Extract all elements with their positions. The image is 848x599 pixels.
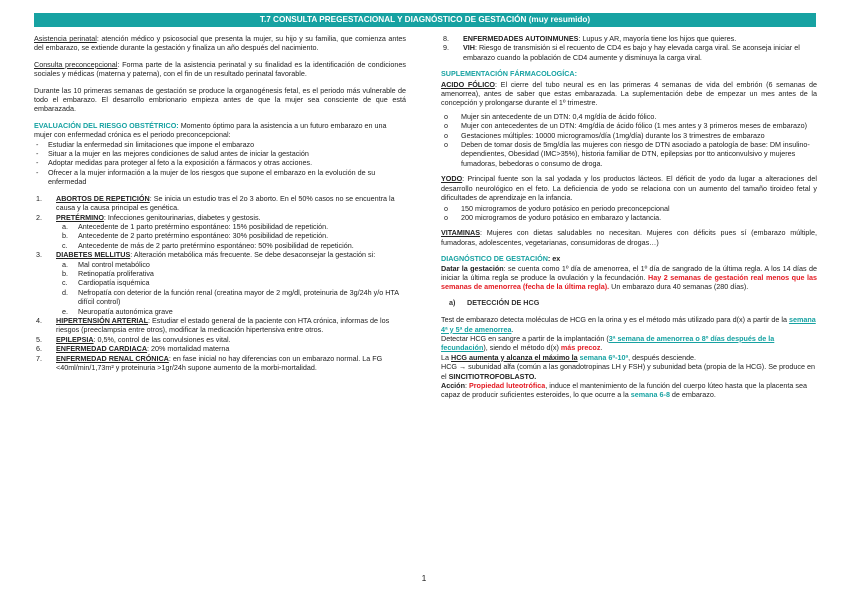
list-item: o Mujer sin antecedente de un DTN: 0,4 mg/día de ácido fólico. [441,112,817,121]
list-item: 3. DIABETES MELLITUS: Alteración metabólica más frecuente. Se debe desaconsejar la gestación si: a. Mal control metabólico b. Retinopatía proliferativa c. Cardiopatía isquémica d. Nefropatía con deterior de la función renal (creatina mayor de 2 mg/dl, proteinuria de 3g/24h y/o HTA difícil control) e. Neuropatía autonómica grave [34,250,406,316]
diabetes-sublist [56,260,406,316]
asistencia-paragraph: Asistencia perinatal: atención médico y psicosocial que presenta la mujer, su hijo y su familia, que comienza antes del embarazo, se extiende durante la gestación y finaliza un año después del nacimiento. [34,34,406,53]
preterm-sublist [56,222,406,250]
list-item: 4. HIPERTENSIÓN ARTERIAL: Estudiar el estado general de la paciente con HTA crónica, informas de los riesgos (preeclampsia entre otros), modificar la medicación hipertensiva entre otros. [36,315,390,335]
consulta-paragraph: Consulta preconcepcional: Forma parte de la asistencia perinatal y su finalidad es la identificación de condiciones sociales y médicas (materna y paterna), con el fin de un resultado perinatal favorable. [34,59,406,79]
suplementacion-heading: SUPLEMENTACIÓN FÁRMACOLOGÍCA: [441,69,578,79]
list-item: o 150 microgramos de yoduro potásico en periodo preconcepcional [441,204,817,213]
list-item: 8. ENFERMEDADES AUTOINMUNES: Lupus y AR, mayoría tiene los hijos que quieres. [443,34,737,43]
list-item: c. Antecedente de más de 2 parto pretérmino espontáneo: 50% posibilidad de repetición. [62,240,354,250]
consulta-label: Consulta preconcepcional [34,59,118,69]
list-item: o Mujer con antecedentes de un DTN: 4mg/día de ácido fólico (1 mes antes y 3 primeros meses de embarazo) [441,121,817,130]
left-column [34,34,406,376]
yodo-list [441,204,817,223]
list-item: d. Nefropatía con deterior de la función renal (creatina mayor de 2 mg/dl, proteinuria de 3g/24h y/o HTA difícil control) [62,287,399,307]
list-item: c. Cardiopatía isquémica [62,278,150,288]
diagnostico-heading: DIAGNÓSTICO DE GESTACIÓN: ex [441,254,561,264]
list-item: o Gestaciones múltiples: 10000 microgramos/día (1mg/día) durante los 3 trimestres de embarazo [441,131,817,140]
evaluacion-list [34,140,406,187]
folico-list [441,112,817,168]
evaluacion-paragraph: EVALUACIÓN DEL RIESGO OBSTÉTRICO: Momento óptimo para la asistencia a un futuro embarazo en una mujer con enfermedad crónica es el periodo preconcepcional: [34,120,387,140]
vitaminas-label: VITAMINAS [441,228,480,238]
list-item: 7. ENFERMEDAD RENAL CRÓNICA: en fase inicial no hay diferencias con un embarazo normal. La FG <40ml/min/1,73m² y proteinuria >1gr/24h supone aumento de la morbi-mortalidad. [36,353,383,372]
yodo-label: YODO [441,174,463,184]
evaluacion-heading: EVALUACIÓN DEL RIESGO OBSTÉTRICO: [34,120,179,130]
list-item: 5. EPILEPSIA: 0,5%, control de las convulsiones es vital. [36,334,231,344]
page-number: 1 [421,573,427,583]
list-item: o Deben de tomar dosis de 5mg/día las mujeres con riesgo de DTN asociado a patología de base: DM insulino-dependientes, Obesidad (IMC>35%), historia familiar de DTN, epilepsias por tto anticonvulsivo y mujeres fumadoras, bebedoras o consumo de droga. [441,140,817,168]
list-item: - Adoptar medidas para proteger al feto a la exposición a fármacos y otras acciones. [34,158,406,167]
acido-paragraph: ACIDO FÓLICO: El cierre del tubo neural es en las primeras 4 semanas de vida del embrión (6 semanas de amenorrea), antes de saber que estas embarazada. La suplementación debe de empezar un mes antes de la concepción y prolongarse durante el 1º trimestre. [441,79,818,108]
vitaminas-paragraph: VITAMINAS: Mujeres con dietas saludables no necesitan. Mujeres con déficits pues sí (embarazo múltiple, fumadoras, adolescentes, vegetarianas, consumidoras de drogas…) [441,228,817,247]
list-item: a. Mal control metabólico [62,259,150,269]
detection-subheading: a) DETECCIÓN DE HCG [449,297,540,307]
hcg-line: La HCG aumenta y alcanza el máximo la semana 6ª-10ª, después desciende. [441,352,697,362]
list-item: - Estudiar la enfermedad sin limitaciones que impone el embarazo [34,140,406,149]
list-item: - Situar a la mujer en las mejores condiciones de salud antes de iniciar la gestación [34,149,406,158]
yodo-paragraph: YODO: Principal fuente son la sal yodada y los productos lácteos. El déficit de yodo da lugar a alteraciones del desarrollo neurológico en el feto. La deficiencia de yodo se relaciona con un aumento del tamaño tiroideo fetal y dificultades de aprendizaje en la infancia. [441,174,817,203]
detectar-line: Detectar HCG en sangre a partir de la implantación (3ª semana de amenorrea o 8º días después de la fecundación), siendo el método d(x) más precoz. [441,333,775,353]
datar-paragraph: Datar la gestación: se cuenta como 1º día de amenorrea, el 1º día de sangrado de la última regla. A los 14 días de iniciar la última regla se produce la ovulación y la fecundación. Hay 2 semanas de gestación real menos que las semanas de amenorrea (fecha de la última regla). Un embarazo dura 40 semanas (280 días). [441,263,818,292]
periodo-paragraph: Durante las 10 primeras semanas de gestación se produce la organogénesis fetal, es el periodo más vulnerable de todo el embarazo. El desarrollo embrionario empieza antes de que la mujer sea consciente de que está embarazada. [34,85,406,114]
list-item: o 200 microgramos de yoduro potásico en embarazo y lactancia. [441,213,817,222]
page-title: T.7 CONSULTA PREGESTACIONAL Y DIAGNÓSTICO DE GESTACIÓN (muy resumido) [34,13,816,27]
list-item: e. Neuropatía autonómica grave [62,306,173,316]
list-item: a. Antecedente de 1 parto pretérmino espontáneo: 15% posibilidad de repetición. [62,221,329,231]
acido-label: ACIDO FÓLICO [441,79,495,89]
hcg-subunit-line: HCG → subunidad alfa (común a las gonadotropinas LH y FSH) y subunidad beta (propia de la HCG). Se produce en el SINCITIOTROFOBLASTO. [441,362,815,381]
test-line: Test de embarazo detecta moléculas de HCG en la orina y es el método más utilizado para d(x) a partir de la semana 4ª y 5ª de amenorrea. [441,315,816,334]
list-item: 2. PRETÉRMINO: Infecciones genitourinarias, diabetes y gestosis. a. Antecedente de 1 parto pretérmino espontáneo: 15% posibilidad de repetición. b. Antecedente de 2 parto pretérmino espontáneo: 30% posibilidad de repetición. c. Antecedente de más de 2 parto pretérmino espontáneo: 50% posibilidad de repetición. [34,213,406,251]
risk-list-continued [441,34,817,62]
list-item: 9. VIH: Riesgo de transmisión si el recuento de CD4 es bajo y hay elevada carga viral. Se aconseja iniciar el embarazo cuando la población de CD4 aumente y disminuya la carga viral. [443,43,800,62]
list-item: 6. ENFERMEDAD CARDIACA: 20% mortalidad materna [36,344,230,354]
right-column [441,34,817,400]
asistencia-label: Asistencia perinatal [34,34,97,43]
list-item: b. Retinopatía proliferativa [62,268,154,278]
accion-line: Acción: Propiedad luteotrófica, induce el mantenimiento de la función del cuerpo lúteo hasta que la placenta sea capaz de producir suficientes esteroides, lo que ocurre a la semana 6-8 de embarazo. [441,381,807,400]
list-item: b. Antecedente de 2 parto pretérmino espontáneo: 30% posibilidad de repetición. [62,231,329,241]
list-item: - Ofrecer a la mujer información a la mujer de los riesgos que supone el embarazo en la evolución de su enfermedad [34,168,406,187]
risk-list [34,194,406,373]
list-item: 1. ABORTOS DE REPETICIÓN: Se inicia un estudio tras el 2o 3 aborto. En el 50% casos no se encuentra la causa y la causa principal es genética. [36,193,395,213]
